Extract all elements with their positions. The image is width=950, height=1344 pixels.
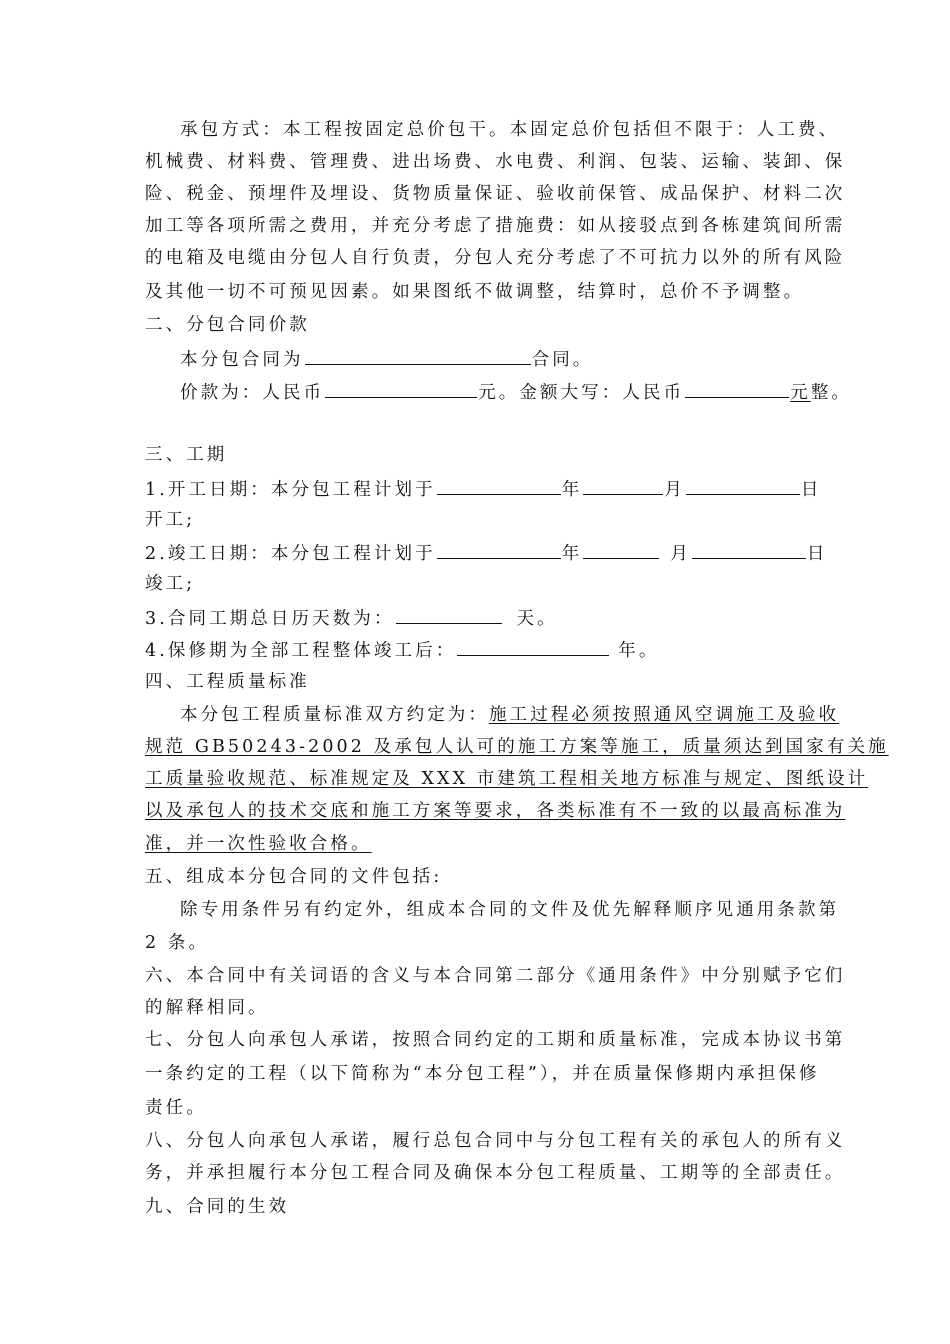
price-words-blank[interactable] bbox=[685, 379, 789, 398]
section-7-line1: 七、分包人向承包人承诺，按照合同约定的工期和质量标准，完成本协议书第 bbox=[145, 1030, 846, 1050]
quality-standard-line4: 以及承包人的技术交底和施工方案等要求，各类标准有不一致的以最高标准为 bbox=[145, 801, 846, 821]
section-5-line1: 除专用条件另有约定外，组成本合同的文件及优先解释顺序见通用条款第 bbox=[180, 900, 840, 920]
end-date-line bbox=[145, 540, 828, 566]
end-year-label: 年 bbox=[561, 544, 583, 564]
start-month-blank[interactable] bbox=[583, 476, 663, 495]
warranty-line bbox=[145, 637, 660, 663]
end-day-label: 日 bbox=[806, 544, 828, 564]
total-days-blank[interactable] bbox=[396, 605, 502, 624]
contract-type-blank[interactable] bbox=[305, 346, 531, 365]
section-8-line1: 八、分包人向承包人承诺，履行总包合同中与分包工程有关的承包人的所有义 bbox=[145, 1131, 846, 1151]
start-day-blank[interactable] bbox=[686, 476, 800, 495]
section-6-line1: 六、本合同中有关词语的含义与本合同第二部分《通用条件》中分别赋予它们 bbox=[145, 966, 846, 986]
contract-type-label: 本分包合同为 bbox=[180, 350, 304, 370]
start-month-label: 月 bbox=[664, 480, 685, 500]
quality-standard-line3: 工质量验收规范、标准规定及 XXX 市建筑工程相关地方标准与规定、图纸设计 bbox=[145, 769, 869, 789]
section-5-line2: 2 条。 bbox=[145, 933, 210, 953]
paragraph-contract-method-line1: 承包方式：本工程按固定总价包干。本固定总价包括但不限于：人工费、 bbox=[180, 120, 840, 140]
section-6-line2: 的解释相同。 bbox=[145, 998, 269, 1018]
quality-standard-line1 bbox=[180, 703, 839, 727]
total-days-unit: 天。 bbox=[516, 609, 558, 629]
paragraph-contract-method-line6: 及其他一切不可预见因素。如果图纸不做调整，结算时，总价不予调整。 bbox=[145, 282, 805, 302]
end-month-blank[interactable] bbox=[583, 540, 659, 559]
warranty-label: 4.保修期为全部工程整体竣工后： bbox=[145, 641, 457, 661]
warranty-years-blank[interactable] bbox=[457, 637, 609, 656]
start-year-blank[interactable] bbox=[437, 476, 561, 495]
start-day-label: 日 bbox=[800, 480, 822, 500]
section-7-line2: 一条约定的工程（以下简称为“本分包工程”），并在质量保修期内承担保修 bbox=[145, 1064, 820, 1084]
end-date-label: 2.竣工日期：本分包工程计划于 bbox=[145, 544, 436, 564]
quality-standard-line5: 准，并一次性验收合格。 bbox=[145, 834, 372, 854]
section-4-heading: 四、工程质量标准 bbox=[145, 672, 310, 692]
price-unit: 元 bbox=[790, 383, 811, 403]
price-label: 价款为：人民币 bbox=[180, 383, 325, 403]
quality-standard-text-1: 施工过程必须按照通风空调施工及验收 bbox=[489, 705, 840, 725]
section-9-heading: 九、合同的生效 bbox=[145, 1197, 290, 1217]
warranty-unit: 年。 bbox=[618, 641, 660, 661]
end-month-label: 月 bbox=[670, 544, 691, 564]
price-words-label: 元。金额大写：人民币 bbox=[478, 383, 685, 403]
end-date-suffix: 竣工; bbox=[145, 574, 196, 594]
start-date-label: 1.开工日期：本分包工程计划于 bbox=[145, 480, 436, 500]
section-5-heading: 五、组成本分包合同的文件包括: bbox=[145, 867, 443, 887]
total-days-label: 3.合同工期总日历天数为： bbox=[145, 609, 395, 629]
total-days-line bbox=[145, 605, 558, 631]
start-date-line bbox=[145, 476, 822, 502]
section-7-line3: 责任。 bbox=[145, 1098, 207, 1118]
price-suffix: 整。 bbox=[810, 383, 853, 403]
contract-type-line bbox=[180, 346, 593, 372]
section-3-heading: 三、工期 bbox=[145, 445, 228, 465]
contract-price-line bbox=[180, 379, 852, 405]
paragraph-contract-method-line4: 加工等各项所需之费用，并充分考虑了措施费：如从接驳点到各栋建筑间所需 bbox=[145, 216, 846, 236]
paragraph-contract-method-line3: 险、税金、预埋件及埋设、货物质量保证、验收前保管、成品保护、材料二次 bbox=[145, 184, 846, 204]
end-day-blank[interactable] bbox=[692, 540, 806, 559]
quality-standard-line2: 规范 GB50243-2002 及承包人认可的施工方案等施工，质量须达到国家有关施 bbox=[145, 737, 889, 757]
section-8-line2: 务，并承担履行本分包工程合同及确保本分包工程质量、工期等的全部责任。 bbox=[145, 1163, 846, 1183]
paragraph-contract-method-line2: 机械费、材料费、管理费、进出场费、水电费、利润、包装、运输、装卸、保 bbox=[145, 152, 846, 172]
paragraph-contract-method-line5: 的电箱及电缆由分包人自行负责，分包人充分考虑了不可抗力以外的所有风险 bbox=[145, 248, 846, 268]
start-date-suffix: 开工; bbox=[145, 510, 196, 530]
price-amount-blank[interactable] bbox=[325, 379, 477, 398]
section-2-heading: 二、分包合同价款 bbox=[145, 315, 310, 335]
contract-type-suffix: 合同。 bbox=[531, 350, 594, 370]
quality-standard-lead: 本分包工程质量标准双方约定为： bbox=[180, 705, 489, 725]
end-year-blank[interactable] bbox=[437, 540, 561, 559]
start-year-label: 年 bbox=[561, 480, 583, 500]
